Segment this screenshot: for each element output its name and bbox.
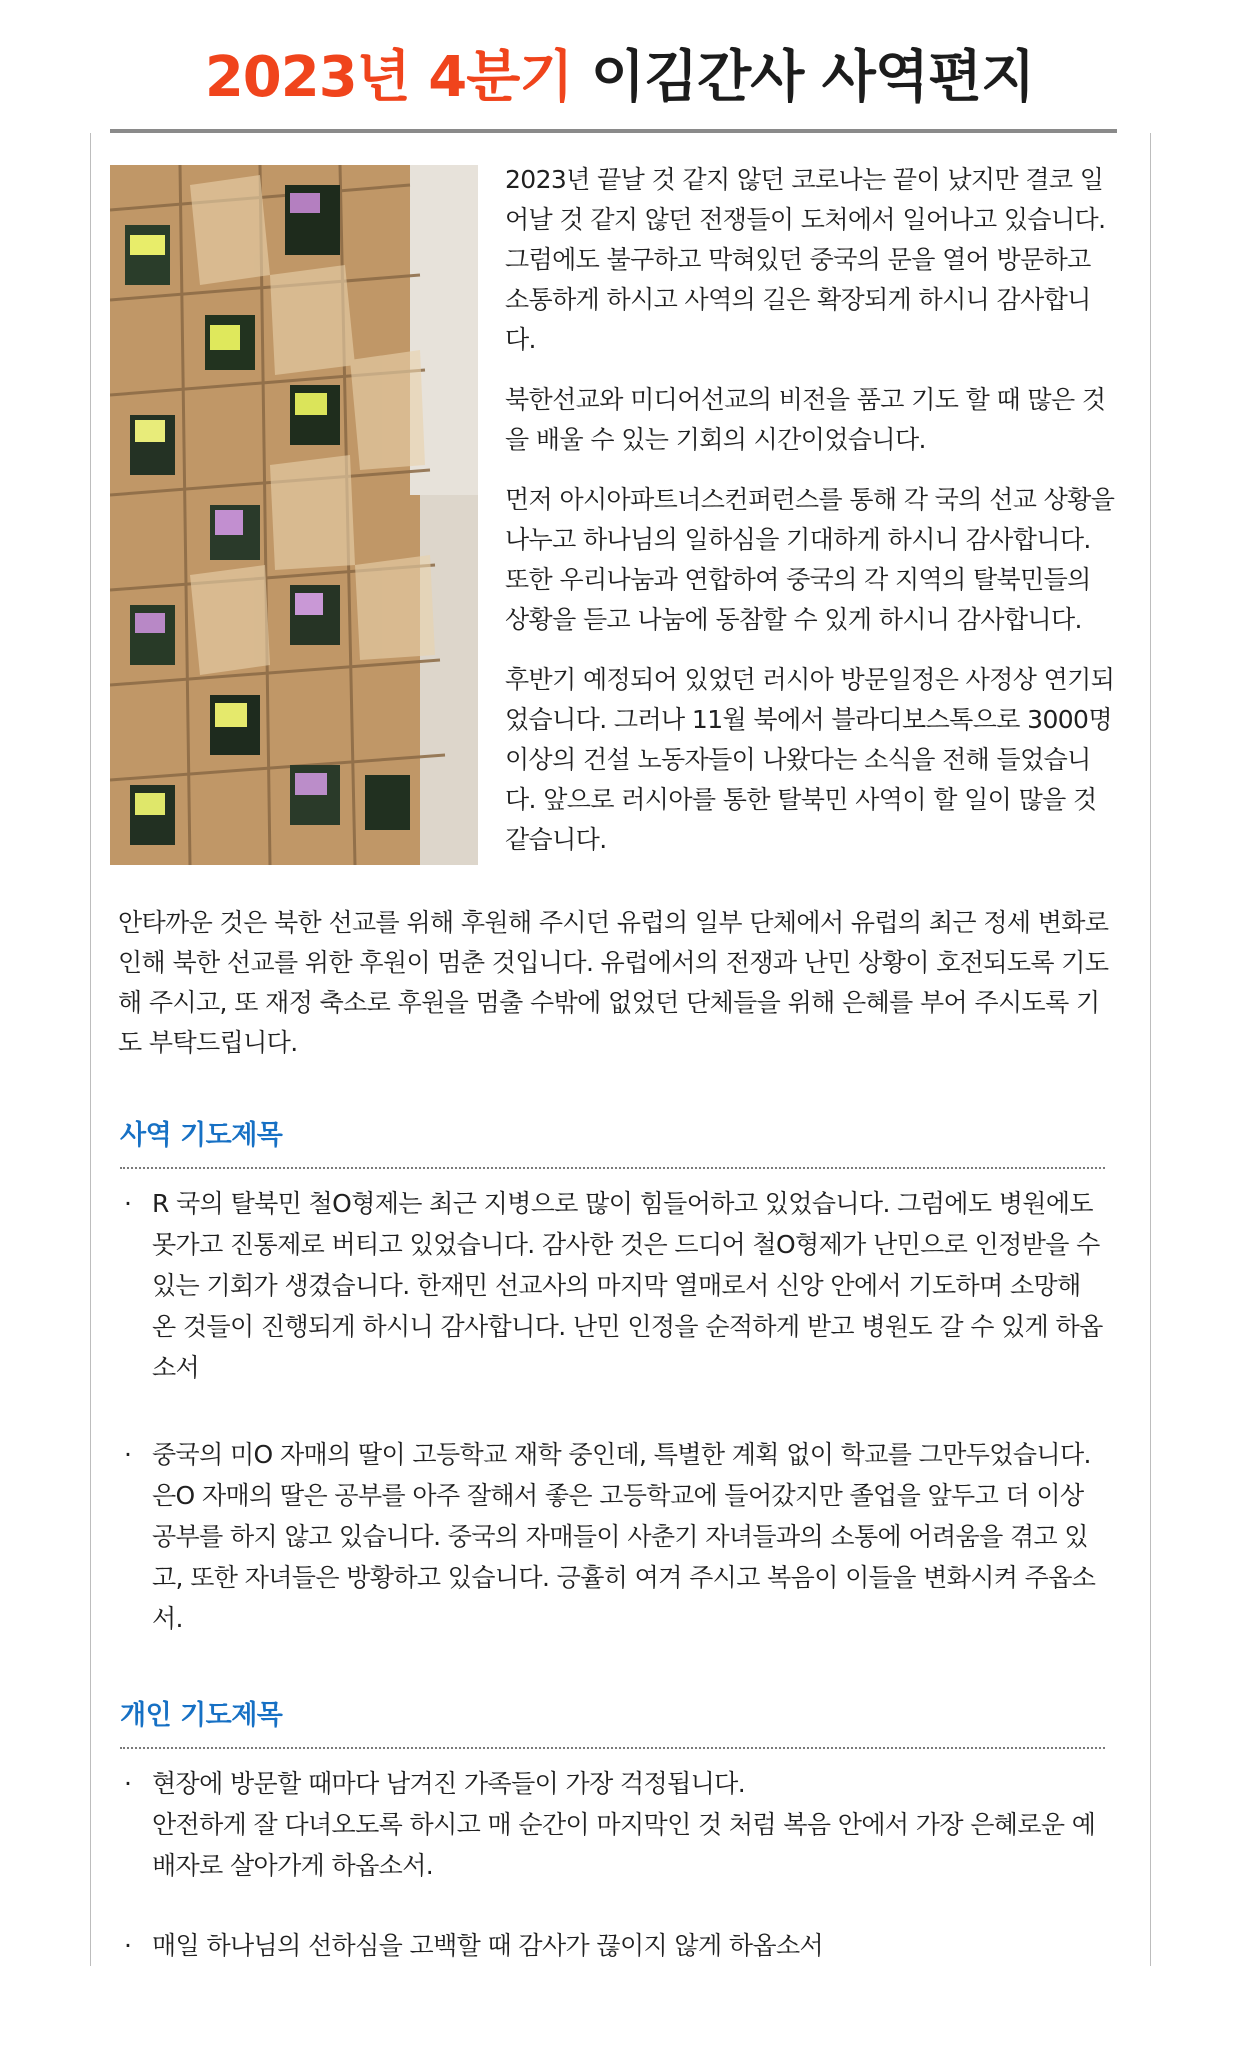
title-accent: 2023년 4분기 [204,45,573,110]
bullet-mark: · [124,1769,132,1798]
title-rule [110,129,1117,133]
ministry-prayer-item-2 [120,1434,1105,1639]
left-border-line [90,133,91,1966]
ministry-prayer-text-2: 중국의 미O 자매의 딸이 고등학교 재학 중인데, 특별한 계획 없이 학교를 그만두었습니다. 은O 자매의 딸은 공부를 아주 잘해서 좋은 고등학교에 들어갔지만 졸업을 앞두고 더 이상 공부를 하지 않고 있습니다. 중국의 자매들이 사춘기 자녀들과의 소통에 어려움을 겪고 있고, 또한 자녀들은 방황하고 있습니다. 긍휼히 여겨 주시고 복음이 이들을 변화시켜 주옵소서. [152,1440,1096,1633]
intro-column [505,160,1117,880]
intro-paragraph-1: 2023년 끝날 것 같지 않던 코로나는 끝이 났지만 결코 일어날 것 같지 않던 전쟁들이 도처에서 일어나고 있습니다. 그럼에도 불구하고 막혀있던 중국의 문을 열어 방문하고 소통하게 하시고 사역의 길은 확장되게 하시니 감사합니다. [505,165,1106,354]
personal-prayer-heading: 개인 기도제목 [120,1700,283,1731]
intro-paragraph-4: 후반기 예정되어 있었던 러시아 방문일정은 사정상 연기되었습니다. 그러나 11월 북에서 블라디보스톡으로 3000명 이상의 건설 노동자들이 나왔다는 소식을 전해 들었습니다. 앞으로 러시아를 통한 탈북민 사역이 할 일이 많을 것 같습니다. [505,665,1115,854]
personal-prayer-line-2a: 매일 하나님의 선하심을 고백할 때 감사가 끊이지 않게 하옵소서 [152,1931,824,1960]
personal-prayer-item-2 [120,1925,1105,1966]
page-title [0,38,1239,118]
personal-prayer-line-1a: 현장에 방문할 때마다 남겨진 가족들이 가장 걱정됩니다. [152,1769,746,1798]
right-border-line [1150,133,1151,1966]
personal-prayer-item-1 [120,1763,1105,1886]
personal-heading-rule [120,1747,1105,1749]
intro-paragraph-2: 북한선교와 미디어선교의 비전을 품고 기도 할 때 많은 것을 배울 수 있는 기회의 시간이었습니다. [505,385,1106,454]
bullet-mark: · [124,1931,132,1960]
full-width-paragraph: 안타까운 것은 북한 선교를 위해 후원해 주시던 유럽의 일부 단체에서 유럽의 최근 정세 변화로 인해 북한 선교를 위한 후원이 멈춘 것입니다. 유럽에서의 전쟁과 난민 상황이 호전되도록 기도해 주시고, 또 재정 축소로 후원을 멈출 수밖에 없었던 단체들을 위해 은혜를 부어 주시도록 기도 부탁드립니다. [118,908,1109,1057]
bullet-mark: · [124,1189,132,1218]
ministry-prayer-item-1 [120,1183,1105,1388]
ministry-heading-rule [120,1167,1105,1169]
cardboard-shelves-photo [110,165,478,865]
intro-paragraph-3: 먼저 아시아파트너스컨퍼런스를 통해 각 국의 선교 상황을 나누고 하나님의 일하심을 기대하게 하시니 감사합니다. 또한 우리나눔과 연합하여 중국의 각 지역의 탈북민들의 상황을 듣고 나눔에 동참할 수 있게 하시니 감사합니다. [505,485,1115,634]
personal-prayer-line-1b: 안전하게 잘 다녀오도록 하시고 매 순간이 마지막인 것 처럼 복음 안에서 가장 은혜로운 예배자로 살아가게 하옵소서. [152,1810,1096,1880]
title-main: 이김간사 사역편지 [590,45,1035,110]
bullet-mark: · [124,1440,132,1469]
ministry-prayer-text-1: R 국의 탈북민 철O형제는 최근 지병으로 많이 힘들어하고 있었습니다. 그럼에도 병원에도 못가고 진통제로 버티고 있었습니다. 감사한 것은 드디어 철O형제가 난민으로 인정받을 수 있는 기회가 생겼습니다. 한재민 선교사의 마지막 열매로서 신앙 안에서 기도하며 소망해 온 것들이 진행되게 하시니 감사합니다. 난민 인정을 순적하게 받고 병원도 갈 수 있게 하옵소서 [152,1189,1103,1382]
ministry-prayer-heading: 사역 기도제목 [120,1120,283,1151]
